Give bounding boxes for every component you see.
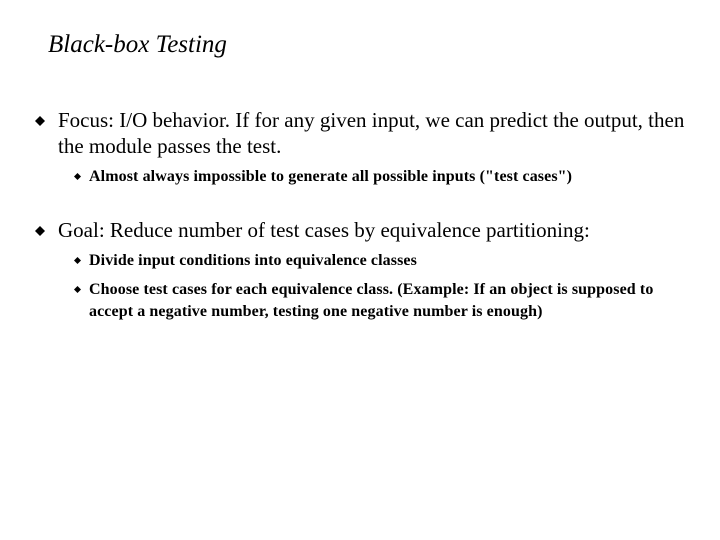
sub-bullet-text: Choose test cases for each equivalence class. (Example: If an object is supposed to accept a negative number, testing one negative number is enough): [89, 281, 654, 320]
bullet-text: Focus: I/O behavior. If for any given input, we can predict the output, then the module passes the test.: [58, 108, 685, 158]
sub-bullet-text: Divide input conditions into equivalence classes: [89, 252, 417, 269]
sub-bullet-text: Almost always impossible to generate all possible inputs ("test cases"): [89, 168, 573, 185]
diamond-bullet-icon: [74, 286, 81, 293]
diamond-bullet-icon: [35, 116, 45, 126]
bullet-item: [58, 107, 698, 159]
diamond-bullet-icon: [74, 173, 81, 180]
slide-title: Black-box Testing: [48, 31, 227, 58]
diamond-bullet-icon: [74, 257, 81, 264]
bullet-item: [58, 217, 698, 243]
bullet-text: Goal: Reduce number of test cases by equivalence partitioning:: [58, 218, 590, 242]
sub-bullet-item: [89, 279, 689, 323]
sub-bullet-item: [89, 250, 689, 272]
diamond-bullet-icon: [35, 226, 45, 236]
sub-bullet-item: [89, 166, 689, 188]
